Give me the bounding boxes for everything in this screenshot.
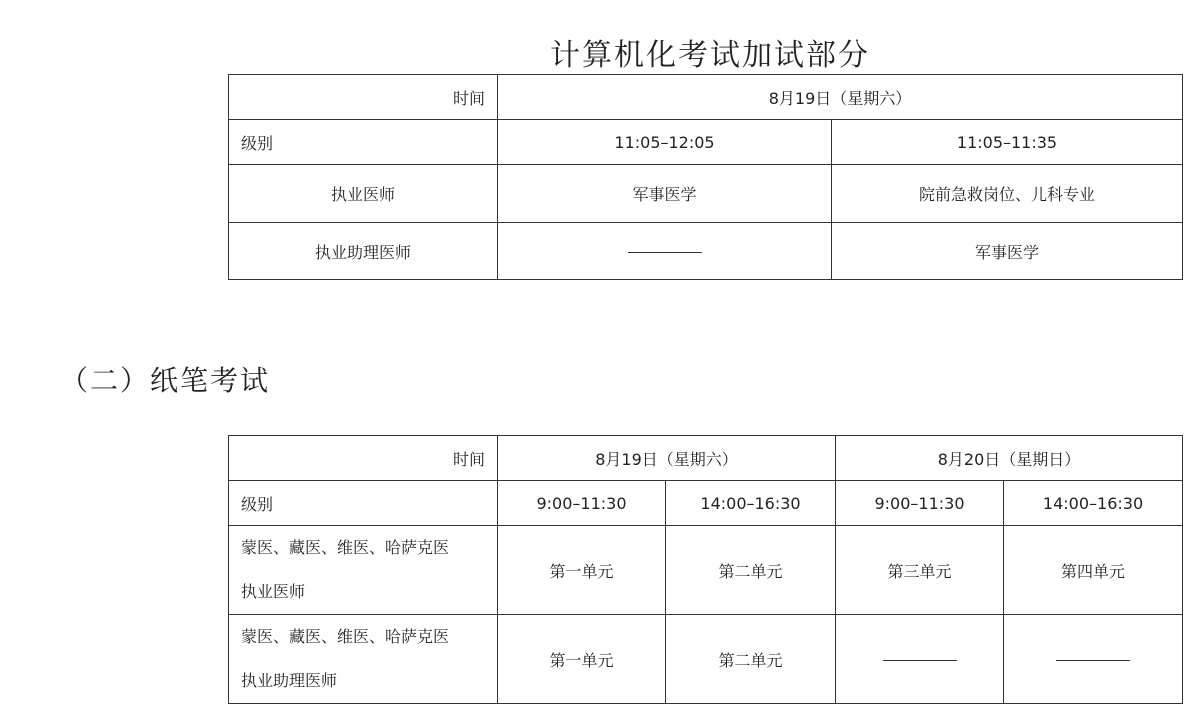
subject-cell: 军事医学 (832, 223, 1183, 280)
time-slot: 11:05–12:05 (498, 120, 832, 165)
level-label: 执业助理医师 (229, 223, 498, 280)
subject-cell: 军事医学 (498, 165, 832, 223)
level-label-line1: 蒙医、藏医、维医、哈萨克医 (241, 538, 450, 557)
date-header: 8月19日（星期六） (498, 75, 1183, 120)
time-slot: 11:05–11:35 (832, 120, 1183, 165)
level-label: 执业医师 (229, 165, 498, 223)
corner-level-label: 级别 (229, 120, 498, 165)
unit-cell: 第四单元 (1004, 526, 1183, 615)
paper-exam-table (228, 435, 1183, 704)
level-label-line1: 蒙医、藏医、维医、哈萨克医 (241, 627, 450, 646)
dash-placeholder (883, 660, 957, 661)
dash-placeholder (628, 252, 702, 253)
corner-time-label: 时间 (229, 75, 498, 120)
unit-cell: 第三单元 (836, 526, 1004, 615)
level-label-line2: 执业医师 (241, 582, 306, 601)
dash-placeholder (1056, 660, 1130, 661)
empty-cell (498, 223, 832, 280)
time-slot: 14:00–16:30 (666, 481, 836, 526)
computer-exam-title: 计算机化考试加试部分 (550, 38, 870, 73)
date-header: 8月20日（星期日） (836, 436, 1183, 481)
level-label (229, 615, 498, 704)
unit-cell: 第二单元 (666, 615, 836, 704)
time-slot: 9:00–11:30 (836, 481, 1004, 526)
level-label-line2: 执业助理医师 (241, 671, 338, 690)
empty-cell (1004, 615, 1183, 704)
corner-level-label: 级别 (229, 481, 498, 526)
unit-cell: 第一单元 (498, 526, 666, 615)
corner-time-label: 时间 (229, 436, 498, 481)
computer-exam-table (228, 74, 1183, 280)
unit-cell: 第二单元 (666, 526, 836, 615)
time-slot: 14:00–16:30 (1004, 481, 1183, 526)
paper-exam-heading: （二）纸笔考试 (60, 364, 271, 397)
level-label (229, 526, 498, 615)
empty-cell (836, 615, 1004, 704)
unit-cell: 第一单元 (498, 615, 666, 704)
time-slot: 9:00–11:30 (498, 481, 666, 526)
date-header: 8月19日（星期六） (498, 436, 836, 481)
subject-cell: 院前急救岗位、儿科专业 (832, 165, 1183, 223)
